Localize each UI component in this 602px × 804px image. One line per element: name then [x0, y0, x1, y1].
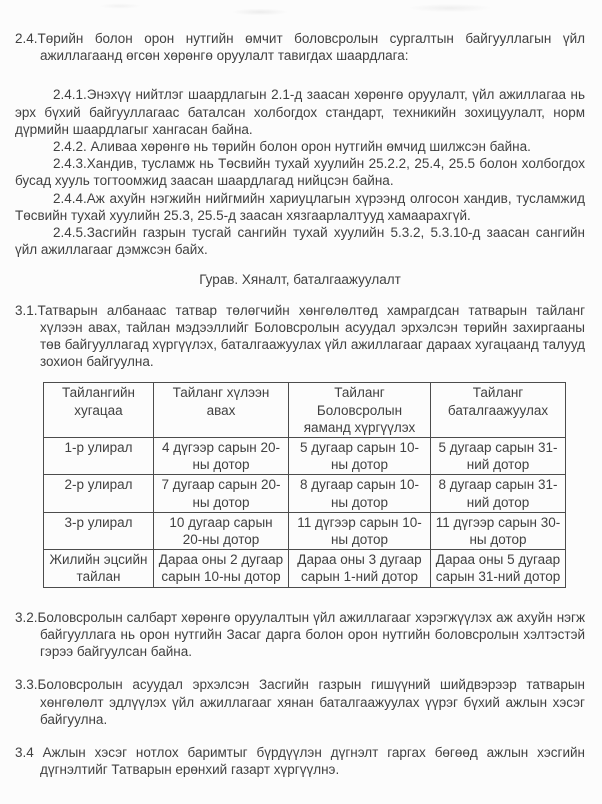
paragraph-2-4-4: 2.4.4.Аж ахуйн нэгжийн нийгмийн хариуцлагын хүрээнд олгосон хандив, тусламжид Төсвийн тухай хуулийн 25.3, 25.5-д заасан хязгаарлалтууд хамаарахгүй. — [15, 190, 585, 223]
table-cell: 3-р улирал — [44, 512, 154, 549]
paragraph-2-4-3: 2.4.3.Хандив, тусламж нь Төсвийн тухай хуулийн 25.2.2, 25.4, 25.5 болон холбогдох бусад хууль тогтоомжид заасан шаардлагад нийцсэн байна. — [15, 156, 585, 189]
table-cell: 8 дугаар сарын 31-ний дотор — [431, 475, 566, 512]
table-cell: Дараа оны 2 дугаар сарын 10-ны дотор — [154, 550, 289, 587]
table-cell: Дараа оны 3 дугаар сарын 1-ний дотор — [289, 550, 431, 587]
table-row-quarter-2 — [44, 475, 566, 512]
table-cell: 5 дугаар сарын 31-ний дотор — [431, 438, 566, 475]
paragraph-2-4-2: 2.4.2. Аливаа хөрөнгө нь төрийн болон орон нутгийн өмчид шилжсэн байна. — [53, 139, 531, 155]
table-cell: 11 дүгээр сарын 10-ны дотор — [289, 512, 431, 549]
table-cell: 4 дүгээр сарын 20-ны дотор — [154, 438, 289, 475]
header-cell-certify-report: Тайланг баталгаажуулах — [431, 383, 566, 438]
header-cell-receive-report: Тайланг хүлээн авах — [154, 383, 289, 438]
table-cell: 8 дугаар сарын 10-ны дотор — [289, 475, 431, 512]
table-cell: 1-р улирал — [44, 438, 154, 475]
chapter-3-heading: Гурав. Хяналт, баталгаажуулалт — [199, 272, 401, 288]
table-cell: 7 дугаар сарын 20-ны дотор — [154, 475, 289, 512]
table-cell: 11 дүгээр сарын 30-ны дотор — [431, 512, 566, 549]
table-cell: 2-р улирал — [44, 475, 154, 512]
paragraph-3-4: 3.4 Ажлын хэсэг нотлох баримтыг бүрдүүлэн дүгнэлт гаргах бөгөөд ажлын хэсгийн дүгнэлтийг Татварын ерөнхий газарт хүргүүлнэ. — [15, 744, 585, 778]
table-row-quarter-1 — [44, 438, 566, 475]
paragraph-2-4-1: 2.4.1.Энэхүү нийтлэг шаардлагын 2.1-д заасан хөрөнгө оруулалт, үйл ажиллагаа нь эрх бүхий байгууллагаас баталсан холбогдох стандарт, техникийн зохицуулалт, норм дүрмийн шаардлагыг хангасан байна. — [15, 87, 585, 137]
table-header-row — [44, 383, 566, 438]
paragraph-2-4: 2.4.Төрийн болон орон нутгийн өмчит боловсролын сургалтын байгууллагын үйл ажиллагаанд өгсөн хөрөнгө оруулалт тавигдах шаардлага: — [15, 31, 585, 64]
paragraph-2-4-5: 2.4.5.Засгийн газрын тусгай сангийн тухай хуулийн 5.3.2, 5.3.10-д заасан сангийн үйл ажиллагааг дэмжсэн байх. — [15, 225, 585, 258]
table-row-quarter-3 — [44, 512, 566, 549]
paragraph-3-3: 3.3.Боловсролын асуудал эрхэлсэн Засгийн газрын гишүүний шийдвэрээр татварын хөнгөлөлт эдлүүлэх үйл ажиллагааг хянан баталгаажуулах үүрэг бүхий ажлын хэсэг байгуулна. — [15, 677, 585, 727]
header-cell-deliver-to-ministry: Тайланг Боловсролын яаманд хүргүүлэх — [289, 383, 431, 438]
table-row-year-end — [44, 550, 566, 587]
header-cell-report-period: Тайлангийн хугацаа — [44, 383, 154, 438]
reporting-schedule-table — [43, 382, 566, 587]
table-cell: 5 дугаар сарын 10-ны дотор — [289, 438, 431, 475]
table-cell: Жилийн эцсийн тайлан — [44, 550, 154, 587]
paragraph-3-2: 3.2.Боловсролын салбарт хөрөнгө оруулалтын үйл ажиллагааг хэрэгжүүлэх аж ахуйн нэгж байгууллага нь орон нутгийн Засаг дарга болон орон нутгийн боловсролын хэлтэстэй гэрээ байгуулсан байна. — [15, 609, 585, 660]
table-cell: 10 дугаар сарын 20-ны дотор — [154, 512, 289, 549]
paragraph-3-1: 3.1.Татварын албанаас татвар төлөгчийн хөнгөлөлтөд хамрагдсан татварын тайланг хүлээн авах, тайлан мэдээллийг Боловсролын асуудал эрхэлсэн төрийн захиргааны төв байгууллагад хүргүүлэх, баталгаажуулах үйл ажиллагааг дараах хугацаанд талууд зохион байгуулна. — [15, 302, 585, 370]
table-cell: Дараа оны 5 дугаар сарын 31-ний дотор — [431, 550, 566, 587]
scan-noise-artifact — [0, 0, 602, 26]
